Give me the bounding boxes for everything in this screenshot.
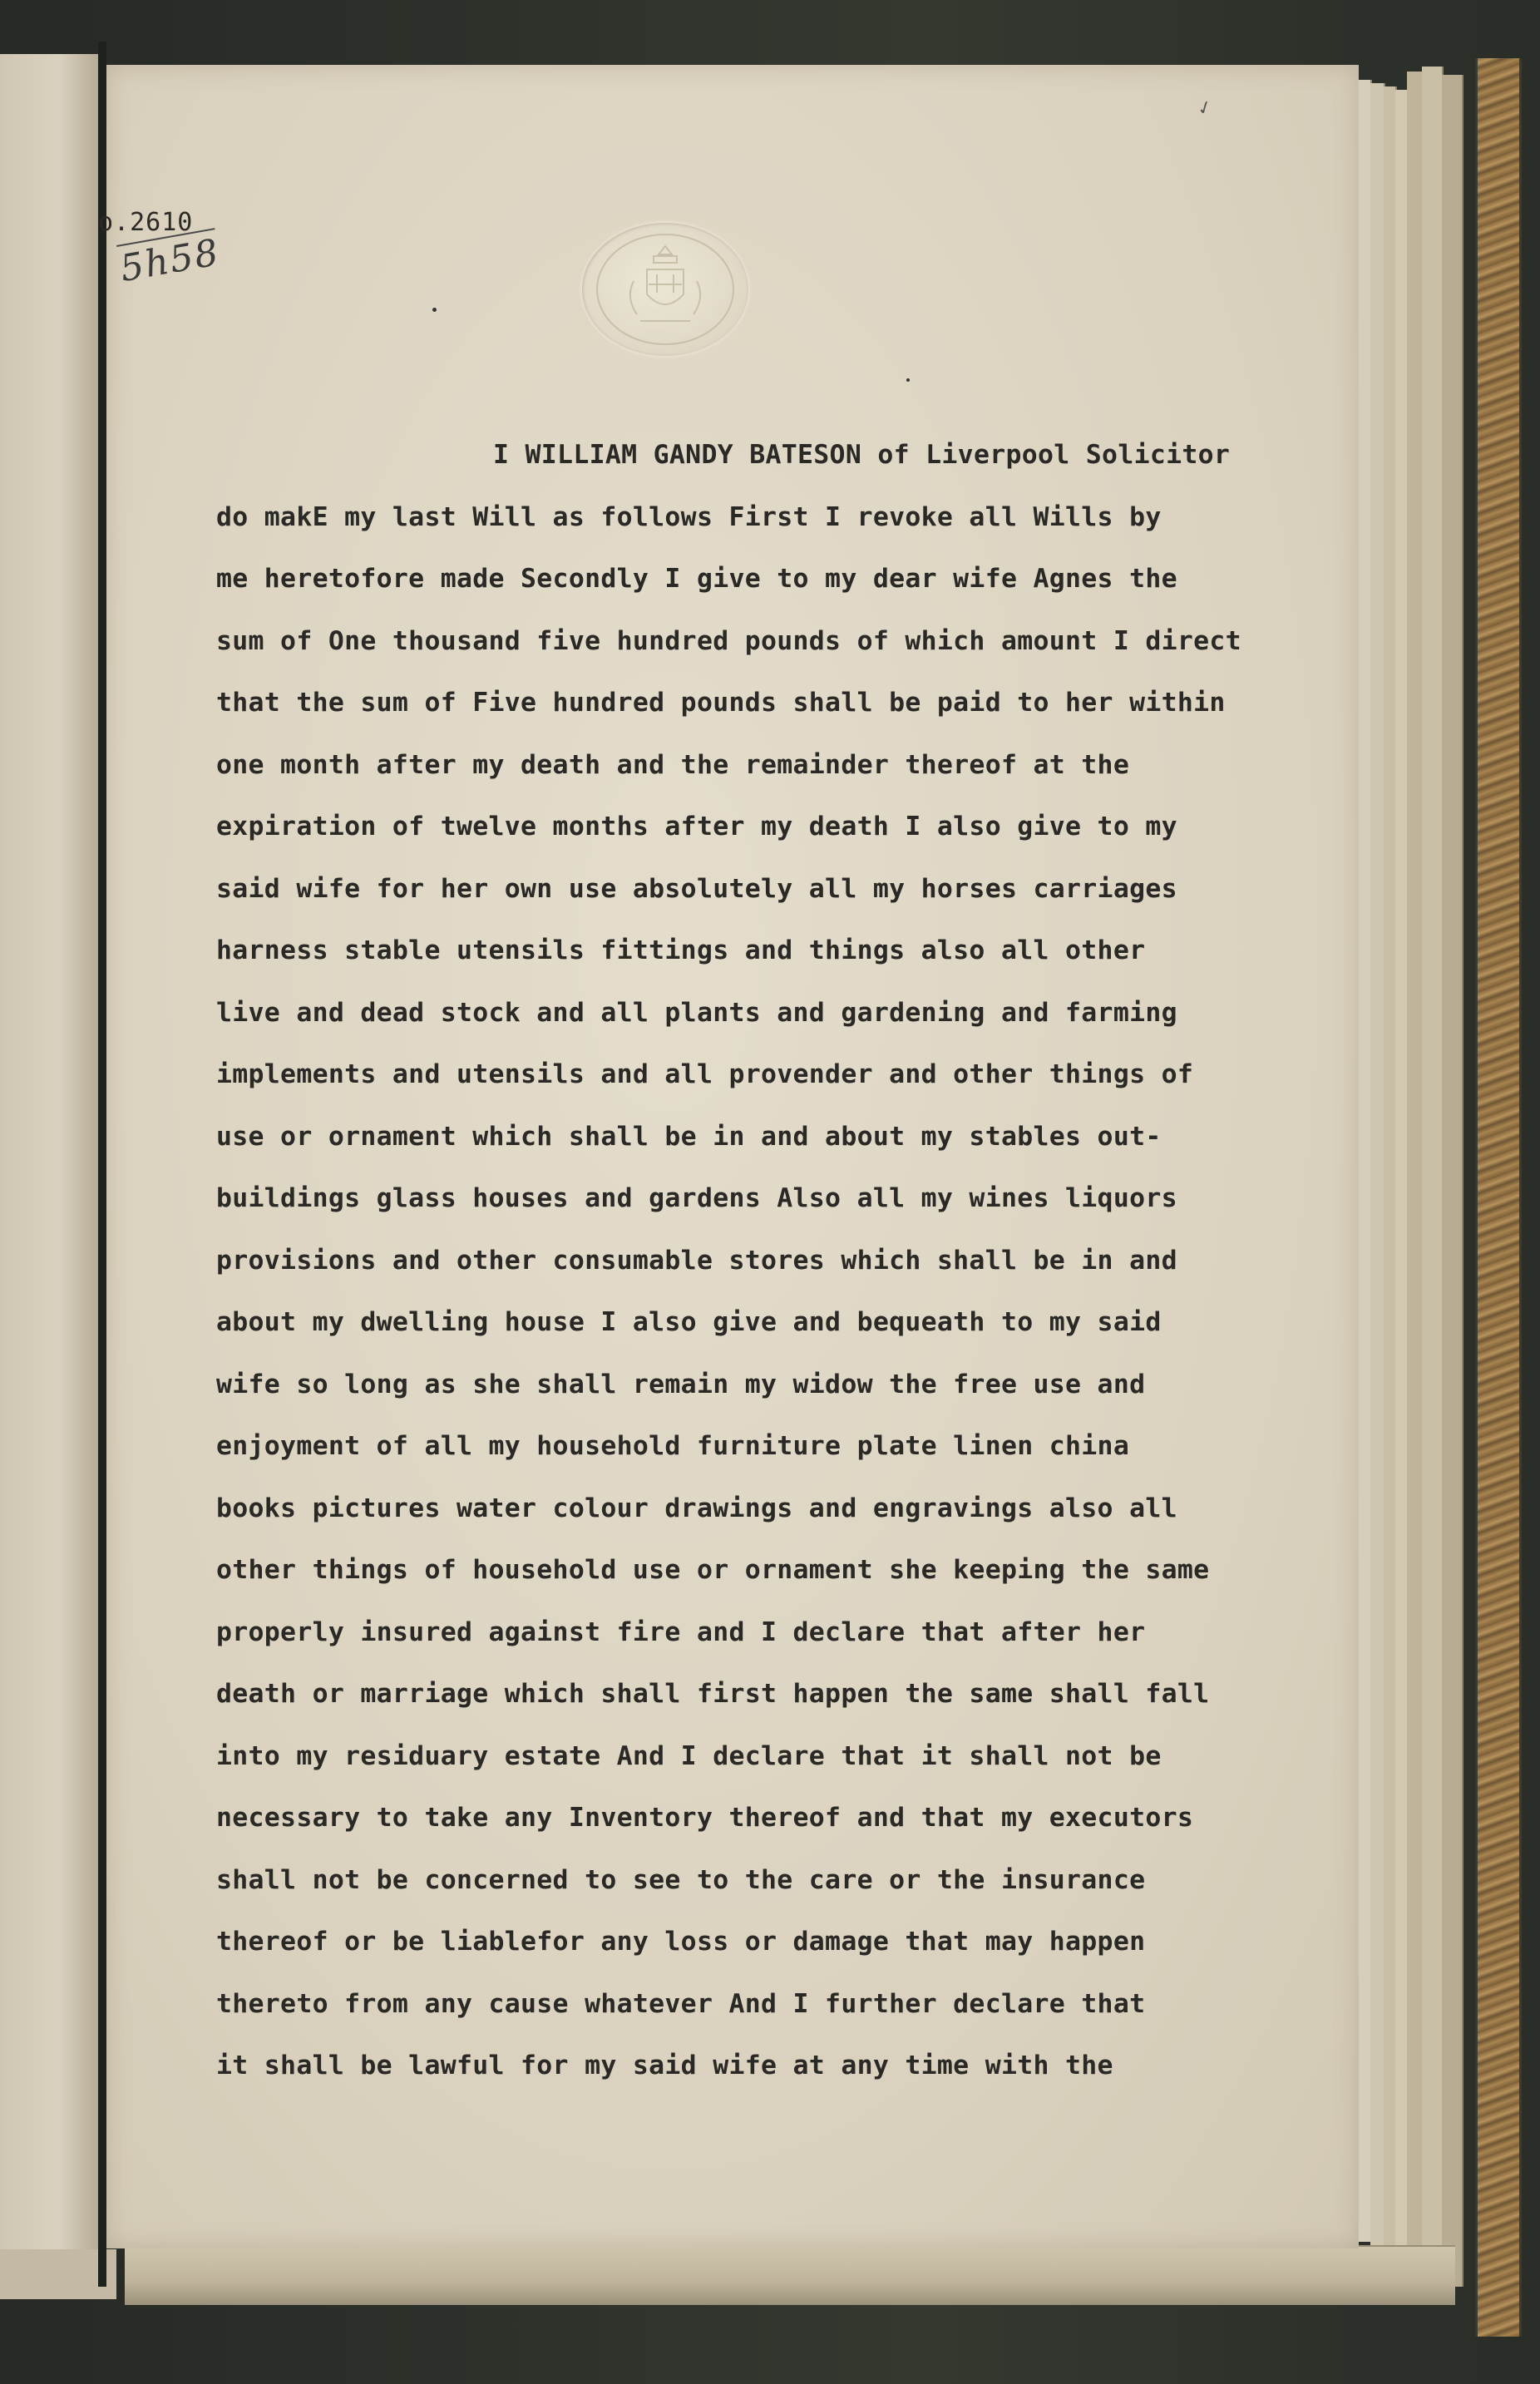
text-line: expiration of twelve months after my death I also give to my [216,812,1177,842]
text-line: do makE my last Will as follows First I revoke all Wills by [216,501,1162,532]
embossed-seal-icon [582,223,748,356]
text-line: wife so long as she shall remain my widow the free use and [216,1369,1146,1399]
text-line: harness stable utensils fittings and things also all other [216,935,1146,965]
text-line: sum of One thousand five hundred pounds of which amount I direct [216,625,1241,656]
page-edge [1407,72,1424,2283]
text-line: it shall be lawful for my said wife at any time with the [216,2051,1113,2080]
text-line: one month after my death and the remainder thereof at the [216,749,1130,780]
text-line: thereto from any cause whatever And I further declare that [216,1988,1146,2019]
text-line: implements and utensils and all provender and other things of [216,1059,1194,1089]
page-edge [1442,75,1463,2287]
text-line: buildings glass houses and gardens Also all my wines liquors [216,1183,1177,1213]
will-text [216,424,1347,2097]
text-line: live and dead stock and all plants and gardening and farming [216,997,1177,1028]
text-line: I WILLIAM GANDY BATESON of Liverpool Solicitor [493,440,1231,470]
text-line: books pictures water colour drawings and engravings also all [216,1493,1177,1523]
text-line: necessary to take any Inventory thereof and that my executors [216,1803,1194,1833]
register-number: o.2610 [98,208,194,237]
text-line: provisions and other consumable stores which shall be in and [216,1245,1177,1276]
text-line: use or ornament which shall be in and about my stables out- [216,1121,1162,1152]
page-stack-bottom [125,2245,1455,2305]
text-line: properly insured against fire and I declare that after her [216,1616,1146,1647]
text-line: death or marriage which shall first happen the same shall fall [216,1679,1210,1709]
folio-mark: 5h58 [116,228,223,290]
ink-speck [432,308,437,312]
text-line: shall not be concerned to see to the care or the insurance [216,1864,1146,1895]
page-edge [1422,67,1444,2295]
text-line: me heretofore made Secondly I give to my dear wife Agnes the [216,564,1177,594]
text-line: other things of household use or ornament she keeping the same [216,1555,1210,1585]
text-line: that the sum of Five hundred pounds shall be paid to her within [216,688,1226,718]
ink-speck [906,378,910,382]
book-spine [98,42,106,2287]
corner-mark: ✓ [1194,96,1217,121]
text-line: into my residuary estate And I declare that it shall not be [216,1740,1162,1771]
marbled-edge [1475,58,1522,2337]
text-line: enjoyment of all my household furniture plate linen china [216,1431,1130,1461]
previous-page-edge [0,54,100,2249]
text-line: said wife for her own use absolutely all my horses carriages [216,873,1177,904]
text-line: about my dwelling house I also give and bequeath to my said [216,1307,1162,1337]
text-line: thereof or be liablefor any loss or damage that may happen [216,1927,1146,1957]
